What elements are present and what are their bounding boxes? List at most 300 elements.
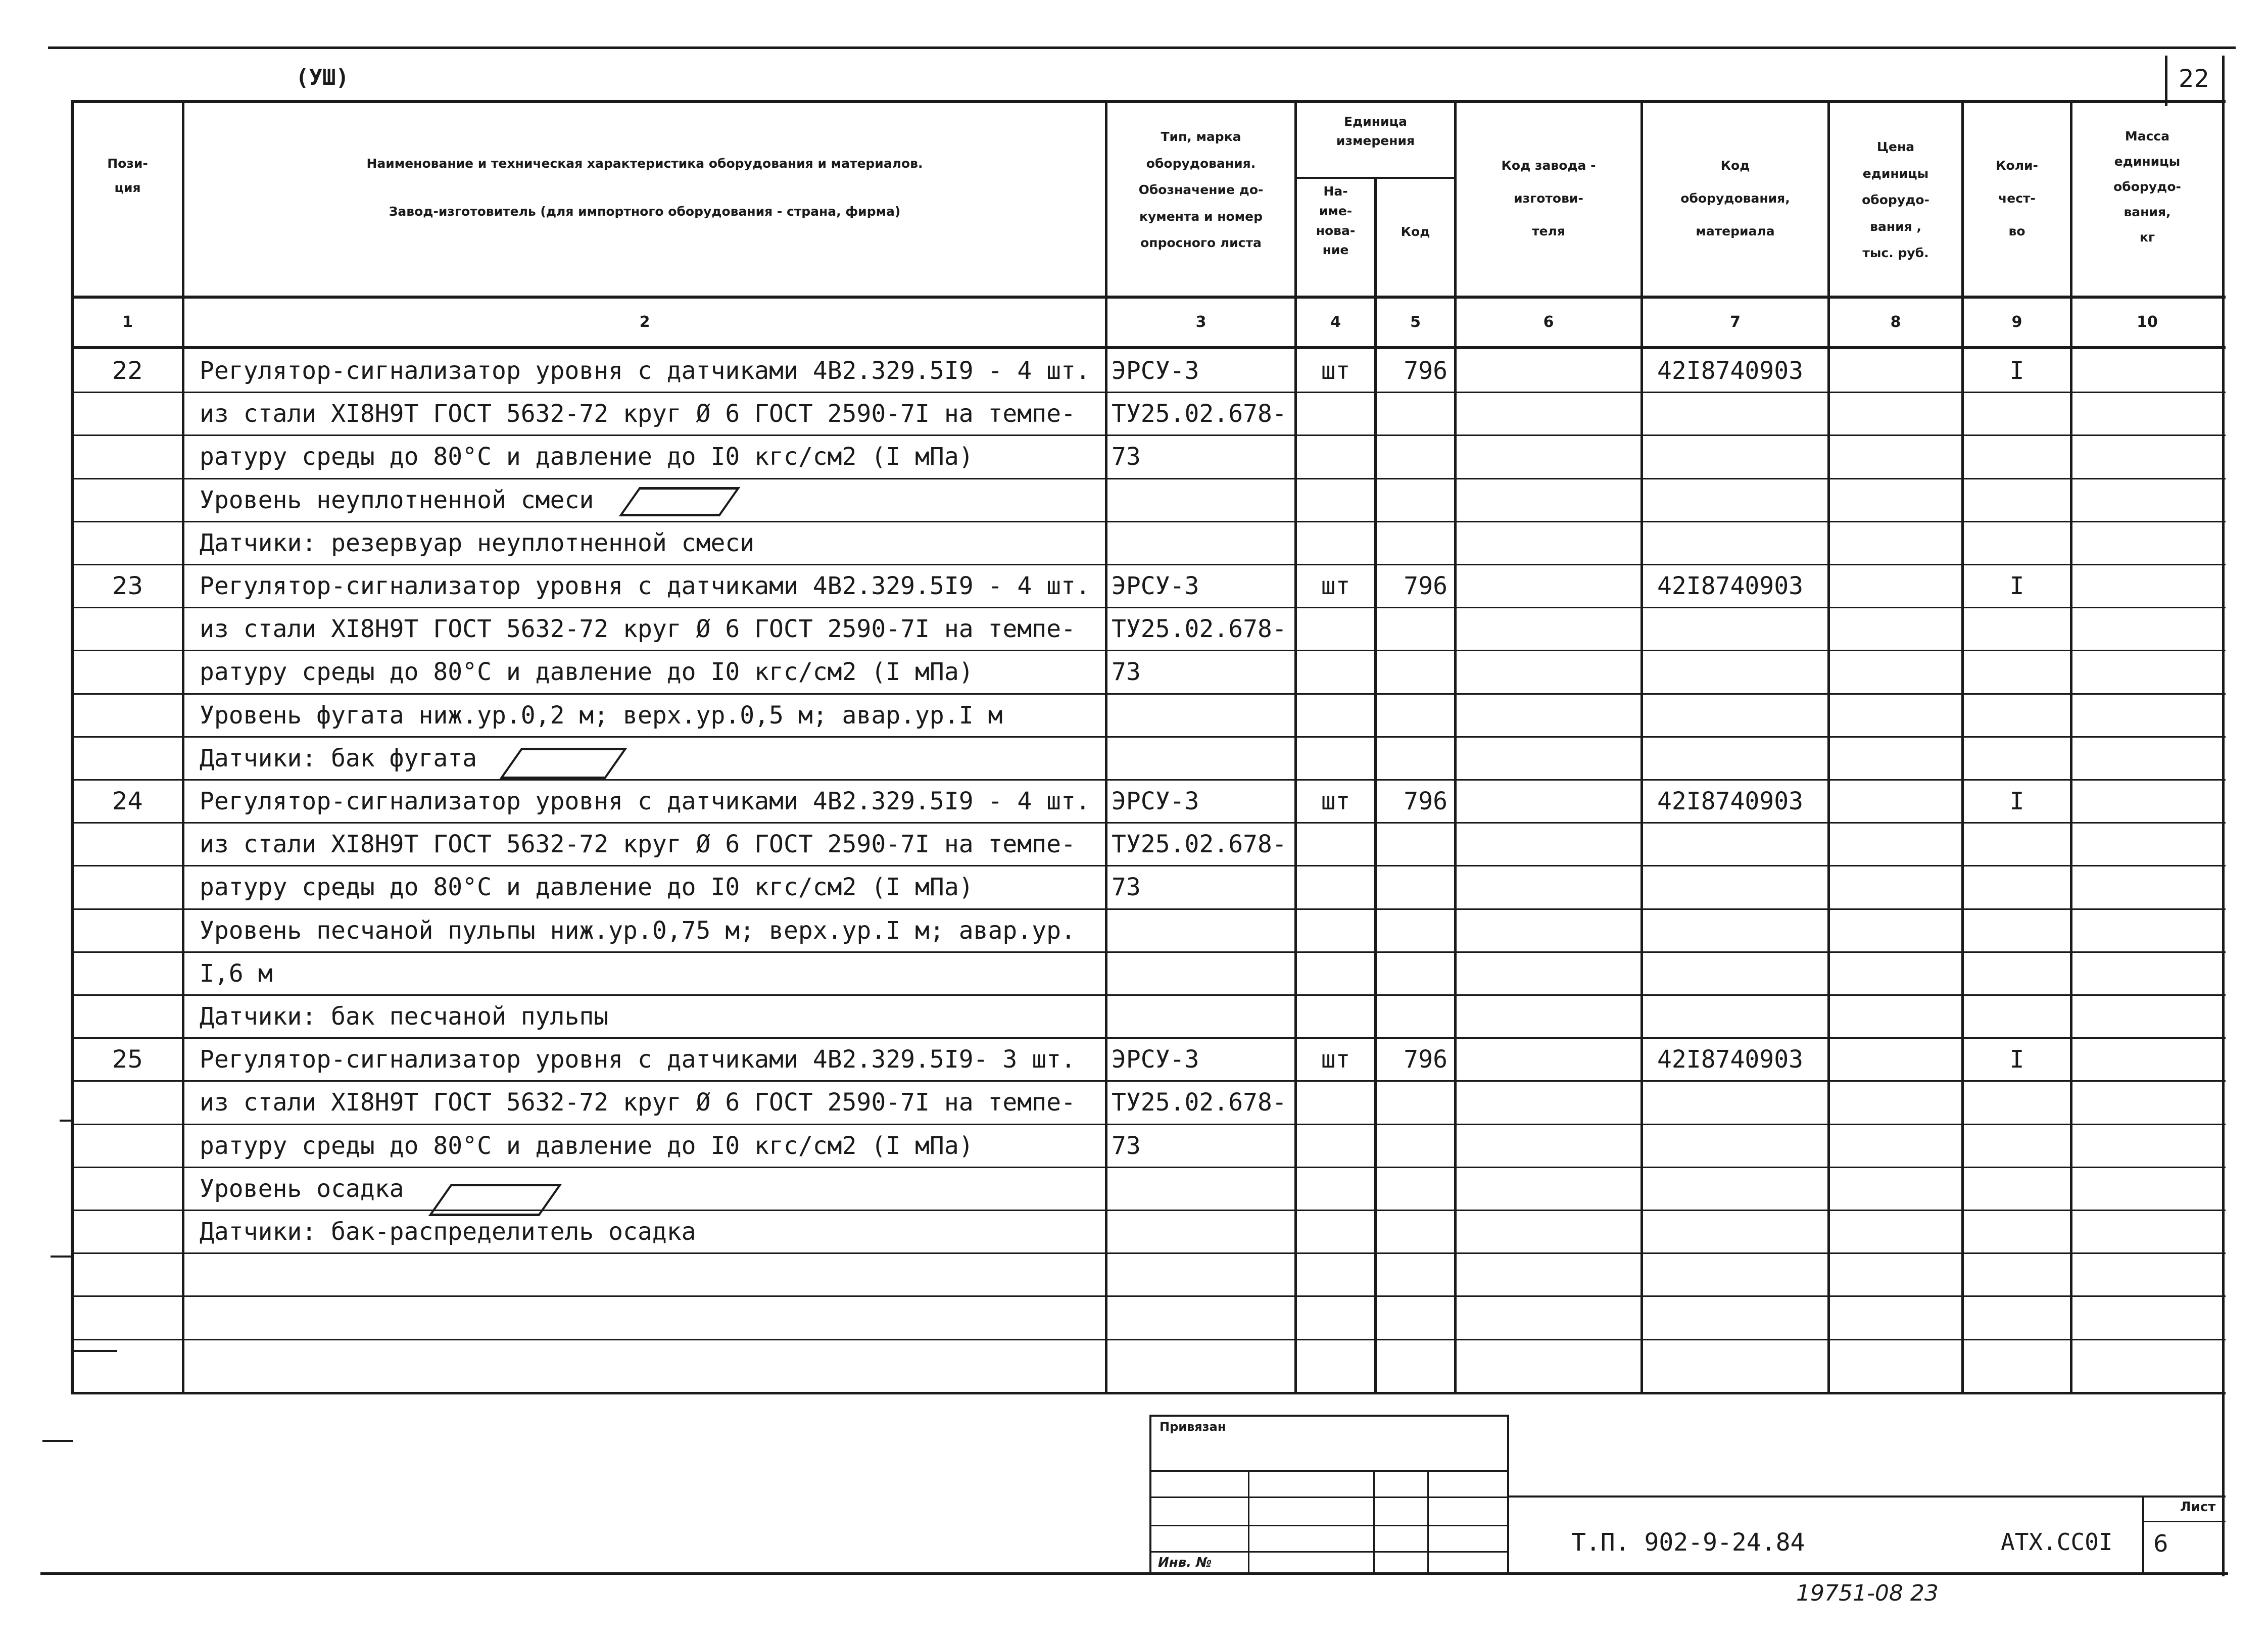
cell-mass bbox=[2072, 952, 2222, 995]
row-divider bbox=[71, 607, 2226, 608]
cell-name bbox=[200, 1296, 1104, 1339]
cell-equipment-code bbox=[1657, 865, 1826, 909]
cell-position bbox=[73, 607, 182, 651]
cell-position bbox=[73, 1339, 182, 1383]
cell-factory-code bbox=[1457, 564, 1640, 608]
cell-mass bbox=[2072, 478, 2222, 522]
cell-factory-code bbox=[1457, 1210, 1640, 1253]
stamp-box-right bbox=[1507, 1415, 1509, 1574]
sheet-box-mid bbox=[2142, 1521, 2226, 1522]
cell-equipment-code bbox=[1657, 1339, 1826, 1383]
cell-unit: шт bbox=[1321, 357, 1350, 385]
cell-price bbox=[1830, 1253, 1961, 1296]
stamp-col-1 bbox=[1248, 1470, 1249, 1574]
cell-position bbox=[73, 737, 182, 780]
cell-mass bbox=[2072, 650, 2222, 694]
cell-position bbox=[73, 865, 182, 909]
cell-position bbox=[73, 909, 182, 952]
stamp-row-2 bbox=[1149, 1497, 1508, 1498]
cell-unit-code bbox=[1377, 478, 1447, 522]
cell-unit bbox=[1297, 1210, 1374, 1253]
cell-equipment-code bbox=[1657, 737, 1826, 780]
cell-unit-code bbox=[1377, 1210, 1447, 1253]
row-divider bbox=[71, 865, 2226, 866]
cell-name: Датчики: бак песчаной пульпы bbox=[200, 1002, 609, 1031]
cell-price bbox=[1830, 521, 1961, 565]
cell-name: Датчики: резервуар неуплотненной смеси bbox=[200, 529, 755, 557]
cell-name: Регулятор-сигнализатор уровня с датчиками 4В2.329.5I9- 3 шт. bbox=[200, 1045, 1076, 1074]
cell-mass bbox=[2072, 607, 2222, 651]
stamp-col-2 bbox=[1373, 1470, 1375, 1574]
row-divider bbox=[71, 951, 2226, 953]
cell-quantity bbox=[1964, 392, 2070, 436]
cell-type bbox=[1112, 1167, 1293, 1211]
cell-name: ратуру среды до 80°С и давление до I0 кгс/см2 (I мПа) bbox=[200, 1132, 974, 1160]
cell-unit-code bbox=[1377, 435, 1447, 478]
cell-price bbox=[1830, 952, 1961, 995]
cell-mass bbox=[2072, 865, 2222, 909]
colnum-7: 7 bbox=[1730, 313, 1741, 331]
cell-unit-code: 796 bbox=[1404, 787, 1447, 815]
cell-equipment-code bbox=[1657, 995, 1826, 1038]
cell-unit-code bbox=[1377, 1167, 1447, 1211]
cell-factory-code bbox=[1457, 1253, 1640, 1296]
cell-type: 73 bbox=[1112, 443, 1141, 471]
colnum-1: 1 bbox=[122, 313, 133, 331]
cell-quantity bbox=[1964, 435, 2070, 478]
cell-unit-code bbox=[1377, 1081, 1447, 1124]
colnum-3: 3 bbox=[1195, 313, 1207, 331]
top-rule bbox=[48, 46, 2236, 49]
cell-equipment-code bbox=[1657, 909, 1826, 952]
cell-type: ТУ25.02.678- bbox=[1112, 830, 1287, 858]
cell-factory-code bbox=[1457, 349, 1640, 393]
cell-quantity bbox=[1964, 650, 2070, 694]
cell-position bbox=[73, 1081, 182, 1124]
cell-factory-code bbox=[1457, 952, 1640, 995]
row-divider bbox=[71, 435, 2226, 436]
cell-equipment-code bbox=[1657, 1167, 1826, 1211]
page-number: 22 bbox=[2179, 65, 2210, 93]
cell-mass bbox=[2072, 909, 2222, 952]
cell-unit bbox=[1297, 737, 1374, 780]
cell-type: ТУ25.02.678- bbox=[1112, 400, 1287, 428]
cell-quantity bbox=[1964, 607, 2070, 651]
cell-factory-code bbox=[1457, 607, 1640, 651]
page-number-box-left bbox=[2165, 56, 2167, 106]
cell-position bbox=[73, 1253, 182, 1296]
footer-note: 19751-08 23 bbox=[1796, 1580, 1939, 1606]
table-bottom bbox=[71, 1392, 2226, 1394]
cell-unit-code bbox=[1377, 650, 1447, 694]
cell-unit bbox=[1297, 607, 1374, 651]
row-divider bbox=[71, 1210, 2226, 1211]
header-col8: Цена единицы оборудо- вания , тыс. руб. bbox=[1862, 139, 1929, 260]
cell-type bbox=[1112, 995, 1293, 1038]
cell-unit-code bbox=[1377, 909, 1447, 952]
cell-position bbox=[73, 435, 182, 478]
header-col7: Код оборудования, материала bbox=[1680, 158, 1790, 238]
cell-quantity bbox=[1964, 865, 2070, 909]
col-line-2 bbox=[1105, 100, 1107, 1393]
cell-unit bbox=[1297, 865, 1374, 909]
cell-unit-code bbox=[1377, 1253, 1447, 1296]
cell-type: ЭРСУ-3 bbox=[1112, 1045, 1199, 1074]
cell-type: 73 bbox=[1112, 658, 1141, 686]
cell-price bbox=[1830, 349, 1961, 393]
cell-name: ратуру среды до 80°С и давление до I0 кгс/см2 (I мПа) bbox=[200, 658, 974, 686]
cell-position: 25 bbox=[112, 1045, 143, 1074]
colnum-4: 4 bbox=[1330, 313, 1341, 331]
cell-name: Регулятор-сигнализатор уровня с датчиками 4В2.329.5I9 - 4 шт. bbox=[200, 787, 1090, 815]
cell-equipment-code bbox=[1657, 1210, 1826, 1253]
cell-position: 22 bbox=[112, 357, 143, 385]
cell-price bbox=[1830, 909, 1961, 952]
cell-factory-code bbox=[1457, 737, 1640, 780]
cell-position bbox=[73, 392, 182, 436]
margin-mark-3 bbox=[42, 1440, 73, 1442]
cell-price bbox=[1830, 1210, 1961, 1253]
cell-name bbox=[200, 1253, 1104, 1296]
cell-unit-code: 796 bbox=[1404, 357, 1447, 385]
cell-factory-code bbox=[1457, 435, 1640, 478]
stamp-box-top bbox=[1149, 1415, 1508, 1417]
document-code: Т.П. 902-9-24.84 bbox=[1571, 1528, 1805, 1557]
cell-unit bbox=[1297, 478, 1374, 522]
cell-factory-code bbox=[1457, 1038, 1640, 1081]
header-col1: Пози- ция bbox=[107, 156, 148, 195]
cell-name: Уровень неуплотненной смеси bbox=[200, 486, 594, 514]
cell-unit bbox=[1297, 694, 1374, 737]
cell-quantity bbox=[1964, 952, 2070, 995]
col-line-6 bbox=[1640, 100, 1643, 1393]
cell-position: 23 bbox=[112, 572, 143, 600]
cell-name: из стали XI8Н9Т ГОСТ 5632-72 круг Ø 6 ГОСТ 2590-7I на темпе- bbox=[200, 400, 1076, 428]
cell-type: ЭРСУ-3 bbox=[1112, 357, 1199, 385]
cell-unit bbox=[1297, 1296, 1374, 1339]
cell-factory-code bbox=[1457, 1296, 1640, 1339]
cell-name: Регулятор-сигнализатор уровня с датчиками 4В2.329.5I9 - 4 шт. bbox=[200, 357, 1090, 385]
cell-mass bbox=[2072, 694, 2222, 737]
cell-price bbox=[1830, 694, 1961, 737]
header-col3: Тип, марка оборудования. Обозначение до- кумента и номер опросного листа bbox=[1138, 129, 1264, 250]
stamp-linked-label: Привязан bbox=[1160, 1420, 1226, 1434]
cell-quantity bbox=[1964, 694, 2070, 737]
cell-equipment-code: 42I8740903 bbox=[1657, 787, 1803, 815]
right-frame bbox=[2222, 56, 2225, 1576]
row-divider bbox=[71, 736, 2226, 738]
stamp-col-3 bbox=[1427, 1470, 1429, 1574]
cell-quantity bbox=[1964, 823, 2070, 866]
cell-unit bbox=[1297, 823, 1374, 866]
cell-equipment-code bbox=[1657, 952, 1826, 995]
colnum-2: 2 bbox=[639, 313, 650, 331]
row-divider bbox=[71, 1252, 2226, 1254]
header-unit-title: Единица измерения bbox=[1336, 114, 1415, 148]
col-line-1 bbox=[182, 100, 184, 1393]
cell-equipment-code bbox=[1657, 1081, 1826, 1124]
cell-position bbox=[73, 650, 182, 694]
cell-name: Уровень фугата ниж.ур.0,2 м; верх.ур.0,5 м; авар.ур.I м bbox=[200, 701, 1003, 730]
colnum-10: 10 bbox=[2137, 313, 2158, 331]
cell-price bbox=[1830, 737, 1961, 780]
cell-unit bbox=[1297, 995, 1374, 1038]
cell-type bbox=[1112, 694, 1293, 737]
cell-unit bbox=[1297, 435, 1374, 478]
level-symbol-fugate bbox=[499, 748, 627, 779]
cell-unit bbox=[1297, 952, 1374, 995]
cell-unit-code: 796 bbox=[1404, 1045, 1447, 1074]
cell-quantity bbox=[1964, 521, 2070, 565]
cell-position bbox=[73, 1124, 182, 1168]
cell-unit-code bbox=[1377, 1339, 1447, 1383]
row-divider bbox=[71, 392, 2226, 393]
colnum-6: 6 bbox=[1543, 313, 1554, 331]
cell-mass bbox=[2072, 1253, 2222, 1296]
cell-unit-code bbox=[1377, 694, 1447, 737]
cell-factory-code bbox=[1457, 909, 1640, 952]
cell-unit-code bbox=[1377, 737, 1447, 780]
cell-unit-code bbox=[1377, 1124, 1447, 1168]
cell-unit-code bbox=[1377, 952, 1447, 995]
cell-position bbox=[73, 1296, 182, 1339]
header-col2-line2: Завод-изготовитель (для импортного оборудования - страна, фирма) bbox=[389, 204, 901, 219]
level-symbol-sediment bbox=[428, 1184, 562, 1216]
cell-position bbox=[73, 995, 182, 1038]
cell-type: ТУ25.02.678- bbox=[1112, 1088, 1287, 1117]
cell-unit bbox=[1297, 1253, 1374, 1296]
cell-unit-code: 796 bbox=[1404, 572, 1447, 600]
cell-mass bbox=[2072, 1210, 2222, 1253]
cell-price bbox=[1830, 823, 1961, 866]
cell-name: Регулятор-сигнализатор уровня с датчиками 4В2.329.5I9 - 4 шт. bbox=[200, 572, 1090, 600]
cell-factory-code bbox=[1457, 1124, 1640, 1168]
cell-quantity: I bbox=[2009, 572, 2024, 600]
cell-unit: шт bbox=[1321, 572, 1350, 600]
cell-type bbox=[1112, 1339, 1293, 1383]
cell-equipment-code bbox=[1657, 607, 1826, 651]
cell-mass bbox=[2072, 1124, 2222, 1168]
cell-quantity: I bbox=[2009, 787, 2024, 815]
cell-mass bbox=[2072, 349, 2222, 393]
cell-mass bbox=[2072, 1296, 2222, 1339]
cell-type bbox=[1112, 521, 1293, 565]
cell-price bbox=[1830, 435, 1961, 478]
cell-type bbox=[1112, 1253, 1293, 1296]
cell-equipment-code bbox=[1657, 392, 1826, 436]
stamp-inv-label: Инв. № bbox=[1158, 1555, 1212, 1570]
row-divider bbox=[71, 693, 2226, 695]
stamp-left-rule bbox=[40, 1572, 2228, 1575]
cell-quantity bbox=[1964, 909, 2070, 952]
sheet-box-left bbox=[2142, 1495, 2144, 1574]
header-col9: Коли- чест- во bbox=[1996, 158, 2038, 238]
cell-unit bbox=[1297, 1167, 1374, 1211]
cell-price bbox=[1830, 392, 1961, 436]
cell-factory-code bbox=[1457, 650, 1640, 694]
margin-mark-4 bbox=[71, 1350, 117, 1352]
cell-price bbox=[1830, 1167, 1961, 1211]
cell-name bbox=[200, 1339, 1104, 1383]
cell-quantity bbox=[1964, 1339, 2070, 1383]
cell-equipment-code: 42I8740903 bbox=[1657, 1045, 1803, 1074]
cell-price bbox=[1830, 1081, 1961, 1124]
cell-mass bbox=[2072, 521, 2222, 565]
cell-name: из стали XI8Н9Т ГОСТ 5632-72 круг Ø 6 ГОСТ 2590-7I на темпе- bbox=[200, 830, 1076, 858]
cell-type bbox=[1112, 1210, 1293, 1253]
cell-mass bbox=[2072, 435, 2222, 478]
cell-position bbox=[73, 823, 182, 866]
row-divider bbox=[71, 1295, 2226, 1297]
cell-factory-code bbox=[1457, 865, 1640, 909]
cell-unit-code bbox=[1377, 995, 1447, 1038]
row-divider bbox=[71, 1080, 2226, 1082]
cell-unit: шт bbox=[1321, 787, 1350, 815]
cell-mass bbox=[2072, 780, 2222, 823]
doc-type: АТХ.СС0I bbox=[2001, 1528, 2113, 1556]
cell-name: Уровень осадка bbox=[200, 1175, 404, 1203]
cell-equipment-code: 42I8740903 bbox=[1657, 572, 1803, 600]
section-marker: (УШ) bbox=[296, 65, 349, 90]
cell-mass bbox=[2072, 737, 2222, 780]
cell-price bbox=[1830, 564, 1961, 608]
cell-mass bbox=[2072, 1167, 2222, 1211]
cell-price bbox=[1830, 1296, 1961, 1339]
cell-unit-code bbox=[1377, 607, 1447, 651]
cell-quantity bbox=[1964, 1253, 2070, 1296]
cell-price bbox=[1830, 865, 1961, 909]
header-col4: На- име- нова- ние bbox=[1316, 184, 1356, 258]
cell-factory-code bbox=[1457, 1339, 1640, 1383]
cell-name: Датчики: бак фугата bbox=[200, 744, 477, 773]
cell-unit: шт bbox=[1321, 1045, 1350, 1074]
cell-type bbox=[1112, 737, 1293, 780]
cell-equipment-code bbox=[1657, 694, 1826, 737]
stamp-row-4 bbox=[1149, 1551, 1508, 1553]
stamp-row-3 bbox=[1149, 1525, 1508, 1526]
cell-quantity: I bbox=[2009, 1045, 2024, 1074]
cell-position bbox=[73, 1210, 182, 1253]
header-divider bbox=[71, 296, 2226, 299]
sheet-label: Лист bbox=[2180, 1500, 2216, 1515]
level-symbol-mixture bbox=[619, 487, 741, 516]
cell-name: из стали XI8Н9Т ГОСТ 5632-72 круг Ø 6 ГОСТ 2590-7I на темпе- bbox=[200, 1088, 1076, 1117]
cell-type: 73 bbox=[1112, 1132, 1141, 1160]
cell-position bbox=[73, 952, 182, 995]
cell-equipment-code bbox=[1657, 478, 1826, 522]
row-divider bbox=[71, 908, 2226, 910]
row-divider bbox=[71, 779, 2226, 781]
row-divider bbox=[71, 1124, 2226, 1125]
cell-price bbox=[1830, 1038, 1961, 1081]
cell-name: I,6 м bbox=[200, 959, 273, 988]
row-divider bbox=[71, 822, 2226, 824]
cell-mass bbox=[2072, 1081, 2222, 1124]
row-divider bbox=[71, 1037, 2226, 1039]
cell-equipment-code bbox=[1657, 521, 1826, 565]
cell-price bbox=[1830, 1339, 1961, 1383]
cell-name: ратуру среды до 80°С и давление до I0 кгс/см2 (I мПа) bbox=[200, 443, 974, 471]
cell-quantity bbox=[1964, 1124, 2070, 1168]
cell-price bbox=[1830, 780, 1961, 823]
cell-equipment-code bbox=[1657, 1296, 1826, 1339]
cell-equipment-code bbox=[1657, 823, 1826, 866]
cell-type bbox=[1112, 909, 1293, 952]
cell-price bbox=[1830, 478, 1961, 522]
cell-mass bbox=[2072, 392, 2222, 436]
cell-equipment-code bbox=[1657, 435, 1826, 478]
titleblock-top bbox=[1508, 1495, 2226, 1498]
row-divider bbox=[71, 478, 2226, 479]
cell-type: ТУ25.02.678- bbox=[1112, 615, 1287, 643]
cell-quantity bbox=[1964, 737, 2070, 780]
row-divider bbox=[71, 1339, 2226, 1340]
cell-type: ЭРСУ-3 bbox=[1112, 787, 1199, 815]
cell-unit-code bbox=[1377, 865, 1447, 909]
cell-quantity bbox=[1964, 478, 2070, 522]
margin-mark-1 bbox=[60, 1120, 73, 1122]
cell-equipment-code bbox=[1657, 650, 1826, 694]
row-divider bbox=[71, 521, 2226, 522]
header-col5: Код bbox=[1401, 224, 1430, 239]
colnum-5: 5 bbox=[1410, 313, 1421, 331]
row-divider bbox=[71, 994, 2226, 996]
cell-type bbox=[1112, 1296, 1293, 1339]
cell-unit-code bbox=[1377, 1296, 1447, 1339]
cell-name: ратуру среды до 80°С и давление до I0 кгс/см2 (I мПа) bbox=[200, 873, 974, 901]
cell-equipment-code bbox=[1657, 1124, 1826, 1168]
cell-unit bbox=[1297, 650, 1374, 694]
cell-type: ЭРСУ-3 bbox=[1112, 572, 1199, 600]
cell-unit bbox=[1297, 392, 1374, 436]
cell-equipment-code: 42I8740903 bbox=[1657, 357, 1803, 385]
cell-quantity bbox=[1964, 1210, 2070, 1253]
cell-mass bbox=[2072, 1339, 2222, 1383]
cell-mass bbox=[2072, 564, 2222, 608]
stamp-row-1 bbox=[1149, 1470, 1508, 1472]
margin-mark-2 bbox=[51, 1256, 73, 1258]
header-col2-line1: Наименование и техническая характеристика оборудования и материалов. bbox=[366, 156, 923, 171]
table-top bbox=[71, 100, 2226, 103]
row-divider bbox=[71, 650, 2226, 651]
cell-price bbox=[1830, 995, 1961, 1038]
cell-unit-code bbox=[1377, 823, 1447, 866]
cell-type: 73 bbox=[1112, 873, 1141, 901]
cell-name: из стали XI8Н9Т ГОСТ 5632-72 круг Ø 6 ГОСТ 2590-7I на темпе- bbox=[200, 615, 1076, 643]
cell-mass bbox=[2072, 823, 2222, 866]
colnum-9: 9 bbox=[2011, 313, 2022, 331]
cell-unit bbox=[1297, 1081, 1374, 1124]
sheet-number: 6 bbox=[2153, 1530, 2168, 1557]
cell-position: 24 bbox=[112, 787, 143, 815]
cell-quantity bbox=[1964, 1081, 2070, 1124]
cell-quantity: I bbox=[2009, 357, 2024, 385]
cell-price bbox=[1830, 650, 1961, 694]
cell-factory-code bbox=[1457, 1167, 1640, 1211]
cell-name: Датчики: бак-распределитель осадка bbox=[200, 1218, 696, 1246]
cell-position bbox=[73, 478, 182, 522]
cell-position bbox=[73, 1167, 182, 1211]
header-col10: Масса единицы оборудо- вания, кг bbox=[2113, 129, 2181, 245]
cell-unit-code bbox=[1377, 521, 1447, 565]
row-divider bbox=[71, 1167, 2226, 1168]
row-divider bbox=[71, 564, 2226, 565]
cell-unit bbox=[1297, 521, 1374, 565]
cell-factory-code bbox=[1457, 521, 1640, 565]
cell-position bbox=[73, 521, 182, 565]
cell-unit-code bbox=[1377, 392, 1447, 436]
cell-equipment-code bbox=[1657, 1253, 1826, 1296]
